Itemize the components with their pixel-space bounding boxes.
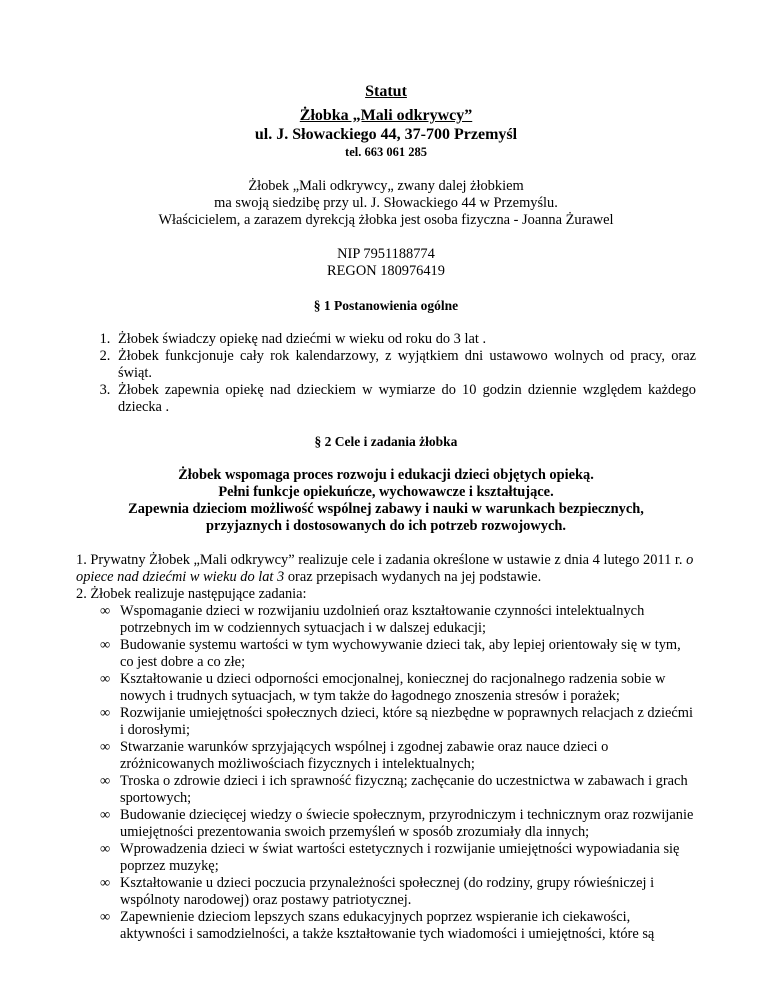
task-text: Kształtowanie u dzieci odporności emocjonalnej, koniecznej do racjonalnego radzenia sobie w nowych i trudnych sytuacjach, w tym także do łagodnego znoszenia stresów i porażek; xyxy=(120,671,666,704)
infinity-bullet-icon: ∞ xyxy=(100,773,111,789)
task-text: Stwarzanie warunków sprzyjających wspólnej i zgodnej zabawie oraz nauce dzieci o zróżnicowanych możliwościach fizycznych i intelektualnych; xyxy=(120,739,609,772)
list-item xyxy=(100,841,696,875)
paragraph-1-end: oraz przepisach wydanych na jej podstawie. xyxy=(284,569,542,585)
list-item: 2. Żłobek funkcjonuje cały rok kalendarzowy, z wyjątkiem dni ustawowo wolnych od pracy, oraz świąt. xyxy=(114,348,696,382)
infinity-bullet-icon: ∞ xyxy=(100,875,111,891)
intro-block xyxy=(76,178,696,229)
infinity-bullet-icon: ∞ xyxy=(100,637,111,653)
list-item: 1. Żłobek świadczy opiekę nad dziećmi w wieku od roku do 3 lat . xyxy=(114,331,696,348)
intro-line-3: Właścicielem, a zarazem dyrekcją żłobka jest osoba fizyczna - Joanna Żurawel xyxy=(158,212,614,228)
section-1-list xyxy=(76,331,696,416)
list-item xyxy=(100,637,696,671)
infinity-bullet-icon: ∞ xyxy=(100,739,111,755)
paragraph-2: 2. Żłobek realizuje następujące zadania: xyxy=(76,586,307,602)
section-2-summary xyxy=(76,467,696,535)
list-item xyxy=(100,773,696,807)
act-title: o opiece nad dziećmi w wieku do lat 3 xyxy=(76,552,694,585)
task-text: Budowanie systemu wartości w tym wychowywanie dzieci tak, aby lepiej orientowały się w tym, co jest dobre a co złe; xyxy=(120,637,681,670)
nursery-address: ul. J. Słowackiego 44, 37-700 Przemyśl xyxy=(254,126,518,143)
infinity-bullet-icon: ∞ xyxy=(100,807,111,823)
list-item xyxy=(100,603,696,637)
task-text: Rozwijanie umiejętności społecznych dzieci, które są niezbędne w poprawnych relacjach z dziećmi i dorosłymi; xyxy=(120,705,693,738)
list-item xyxy=(100,739,696,773)
task-text: Budowanie dziecięcej wiedzy o świecie społecznym, przyrodniczym i technicznym oraz rozwijanie umiejętności prezentowania swoich przemyśleń w sposób zrozumiały dla innych; xyxy=(120,807,694,840)
infinity-bullet-icon: ∞ xyxy=(100,603,111,619)
list-item: 3. Żłobek zapewnia opiekę nad dzieckiem w wymiarze do 10 godzin dziennie względem każdego dziecka . xyxy=(114,382,696,416)
summary-line-4: przyjaznych i dostosowanych do ich potrzeb rozwojowych. xyxy=(206,518,566,534)
section-1-heading: § 1 Postanowienia ogólne xyxy=(313,298,459,313)
regon-number: REGON 180976419 xyxy=(327,263,445,279)
task-text: Troska o zdrowie dzieci i ich sprawność fizyczną; zachęcanie do uczestnictwa w zabawach i grach sportowych; xyxy=(120,773,688,806)
infinity-bullet-icon: ∞ xyxy=(100,909,111,925)
registration-ids xyxy=(76,246,696,280)
list-item xyxy=(100,875,696,909)
list-item xyxy=(100,807,696,841)
task-text: Wprowadzenia dzieci w świat wartości estetycznych i rozwijanie umiejętności wypowiadania się poprzez muzykę; xyxy=(120,841,680,874)
list-item xyxy=(100,909,696,943)
nursery-phone: tel. 663 061 285 xyxy=(345,145,427,159)
nip-number: NIP 7951188774 xyxy=(337,246,435,262)
paragraph-1-start: 1. Prywatny Żłobek „Mali odkrywcy” realizuje cele i zadania określone w ustawie z dnia 4 lutego 2011 r. xyxy=(76,552,687,568)
paragraph-1 xyxy=(76,552,696,586)
task-text: Kształtowanie u dzieci poczucia przynależności społecznej (do rodziny, grupy rówieśniczej i wspólnoty narodowej) oraz postawy patriotycznej. xyxy=(120,875,655,908)
task-text: Wspomaganie dzieci w rozwijaniu uzdolnień oraz kształtowanie czynności intelektualnych potrzebnych im w codziennych sytuacjach i w dalszej edukacji; xyxy=(120,603,645,636)
intro-line-1: Żłobek „Mali odkrywcy„ zwany dalej żłobkiem xyxy=(248,178,524,194)
task-text: Zapewnienie dzieciom lepszych szans edukacyjnych poprzez wspieranie ich ciekawości, aktywności i samodzielności, a także kształtowanie tych wiadomości i umiejętności, które są xyxy=(120,909,655,942)
tasks-list xyxy=(76,603,696,943)
infinity-bullet-icon: ∞ xyxy=(100,705,111,721)
summary-line-3: Zapewnia dzieciom możliwość wspólnej zabawy i nauki w warunkach bezpiecznych, xyxy=(128,501,644,517)
list-item xyxy=(100,671,696,705)
section-2-heading: § 2 Cele i zadania żłobka xyxy=(314,434,458,449)
document-header xyxy=(76,82,696,161)
infinity-bullet-icon: ∞ xyxy=(100,841,111,857)
infinity-bullet-icon: ∞ xyxy=(100,671,111,687)
nursery-name: Żłobka „Mali odkrywcy” xyxy=(299,107,473,124)
intro-line-2: ma swoją siedzibę przy ul. J. Słowackiego 44 w Przemyślu. xyxy=(214,195,558,211)
document-title: Statut xyxy=(365,83,407,100)
summary-line-1: Żłobek wspomaga proces rozwoju i edukacji dzieci objętych opieką. xyxy=(178,467,594,483)
list-item xyxy=(100,705,696,739)
document-page xyxy=(76,82,696,943)
summary-line-2: Pełni funkcje opiekuńcze, wychowawcze i kształtujące. xyxy=(218,484,554,500)
